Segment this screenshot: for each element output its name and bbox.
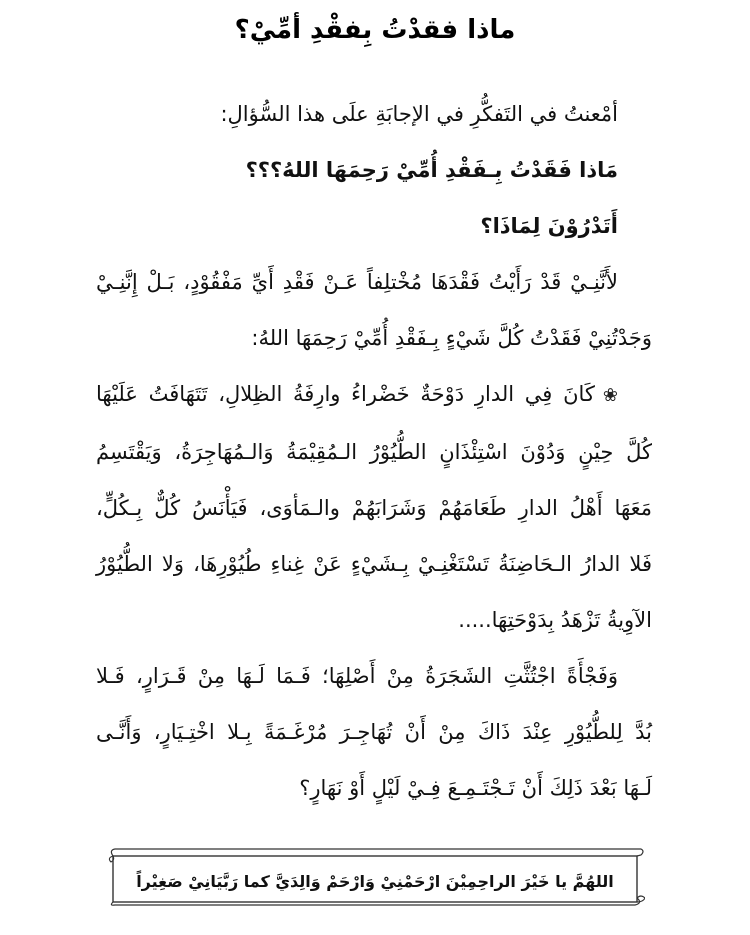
prayer-scroll-banner: [105, 848, 645, 906]
text-line-content: فَلا الدارُ الـحَاضِنَةُ تَسْتَغْنِـيْ بِـشَيْءٍ عَنْ غِناءِ طُيُوْرِهَا، وَلا الطُّيُوْرُ: [96, 552, 652, 576]
text-line: [96, 704, 652, 760]
text-line-content: بُدَّ لِلطُّيُوْرِ عِنْدَ ذَاكَ مِنْ أَنْ تُهَاجِـرَ مُرْغَـمَةً بِـلا اخْتِـيَارٍ، وَأَنَّـى: [96, 720, 652, 744]
text-line: [96, 86, 652, 142]
text-line-content: لَـهَا بَعْدَ ذَلِكَ أَنْ تَـجْتَـمِـعَ فِـيْ لَيْلٍ أَوْ نَهَارٍ؟: [299, 776, 652, 800]
text-line-content: كُلَّ حِيْنٍ وَدُوْنَ اسْتِئْذَانٍ الطُّيُوْرُ الـمُقِيْمَةُ وَالـمُهَاجِرَةُ، وَيَقْتَسِمُ: [96, 440, 652, 464]
article-body: [96, 86, 652, 816]
prayer-text: اللهُمَّ يا خَيْرَ الراحِمِيْنَ ارْحَمْنِيْ وَارْحَمْ وَالِدَيَّ كما رَبَّيَانِيْ صَغِيْراً: [136, 872, 614, 891]
text-line-content: كَانَ فِي الدارِ دَوْحَةٌ خَضْراءُ وارِفَةُ الظِلالِ، تَتَهَافَتُ عَلَيْهَا: [96, 382, 595, 406]
text-line: [96, 254, 652, 310]
text-line: [96, 648, 652, 704]
text-line: [96, 198, 652, 254]
text-line-content: مَعَهَا أَهْلُ الدارِ طَعَامَهُمْ وَشَرَابَهُمْ والـمَأوَى، فَيَأْنَسُ كُلٌّ بِـكُلٍّ،: [96, 496, 652, 520]
text-line-content: وَفَجْأَةً اجْتُثَّتِ الشَجَرَةُ مِنْ أَصْلِهَا؛ فَـمَا لَـهَا مِنْ قَـرَارٍ، فَـلا: [96, 664, 618, 688]
text-line-content: أمْعنتُ في التَفكُّرِ في الإجابَةِ علَى هذا السُّؤالِ:: [220, 102, 618, 126]
text-line: [96, 142, 652, 198]
page-title: ماذا فقدْتُ بِفقْدِ أمِّيْ؟: [234, 15, 516, 45]
text-line-content: مَاذا فَقَدْتُ بِـفَقْدِ أُمِّيْ رَحِمَهَا اللهُ؟؟؟: [245, 158, 618, 182]
text-line: [96, 480, 652, 536]
text-line: [96, 536, 652, 592]
flower-ornament-icon: ❀: [602, 385, 618, 406]
text-line-content: أَتَدْرُوْنَ لِمَاذَا؟: [480, 214, 618, 238]
text-line-content: لأَنَّنِـيْ قَدْ رَأَيْتُ فَقْدَهَا مُخْتلِفاً عَـنْ فَقْدِ أَيِّ مَفْقُوْدٍ، بَـلْ إِنَّنِـيْ: [96, 270, 618, 294]
text-line: [96, 366, 652, 424]
text-line: [96, 424, 652, 480]
text-line-content: الآوِيةُ تَزْهَدُ بِدَوْحَتِهَا.....: [458, 608, 652, 632]
text-line-content: وَجَدْتُنِيْ فَقَدْتُ كُلَّ شَيْءٍ بِـفَقْدِ أُمِّيْ رَحِمَهَا اللهُ:: [251, 326, 652, 350]
text-line: [96, 760, 652, 816]
text-line: [96, 592, 652, 648]
text-line: [96, 310, 652, 366]
